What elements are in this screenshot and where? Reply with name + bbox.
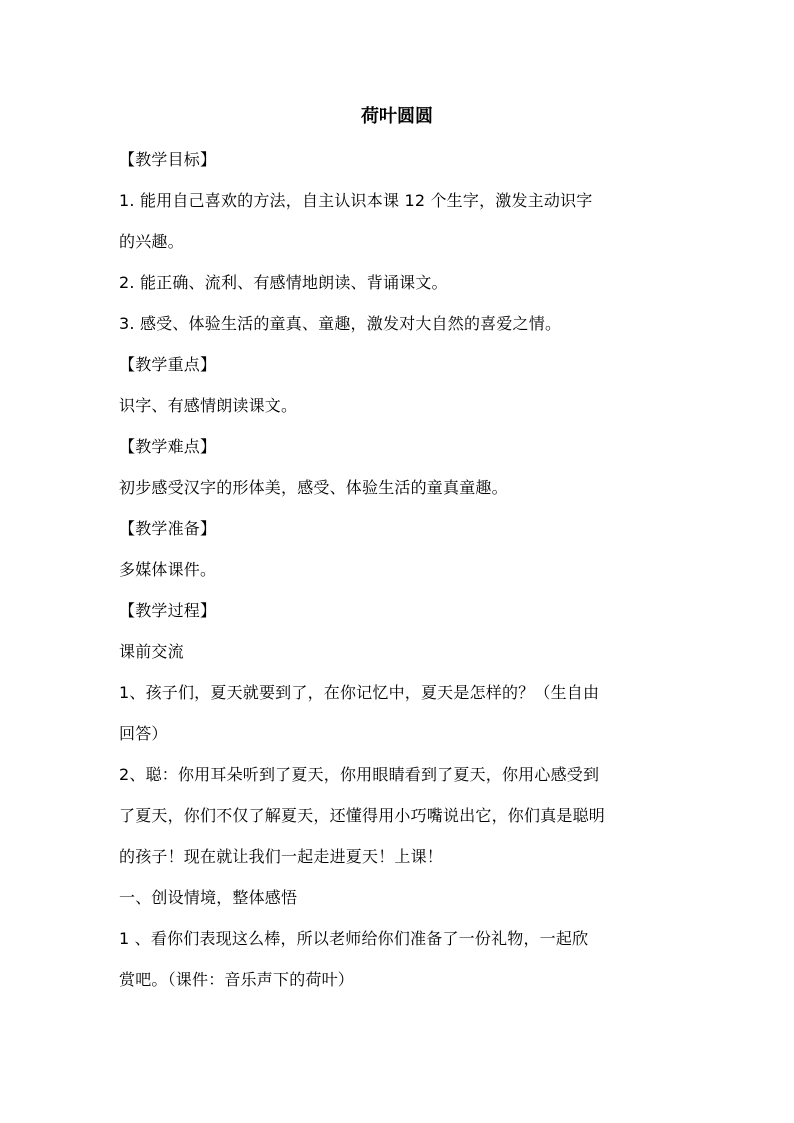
subheading-pre-class: 课前交流 bbox=[119, 642, 184, 661]
step-1-line-1: 1、孩子们，夏天就要到了，在你记忆中，夏天是怎样的？（生自由 bbox=[119, 683, 600, 702]
key-points-text: 识字、有感情朗读课文。 bbox=[119, 396, 298, 415]
section-heading-objectives: 【教学目标】 bbox=[119, 150, 217, 169]
difficulties-text: 初步感受汉字的形体美，感受、体验生活的童真童趣。 bbox=[119, 478, 508, 497]
document-body bbox=[119, 146, 679, 1007]
objective-3: 3. 感受、体验生活的童真、童趣，激发对大自然的喜爱之情。 bbox=[119, 314, 562, 333]
objective-2: 2. 能正确、流利、有感情地朗读、背诵课文。 bbox=[119, 273, 448, 292]
section-heading-key-points: 【教学重点】 bbox=[119, 355, 217, 374]
section-heading-process: 【教学过程】 bbox=[119, 601, 217, 620]
step-2-line-3: 的孩子！现在就让我们一起走进夏天！上课！ bbox=[119, 847, 444, 866]
step-1-line-2: 回答） bbox=[119, 724, 168, 743]
step-2-line-1: 2、聪：你用耳朵听到了夏天，你用眼睛看到了夏天，你用心感受到 bbox=[119, 765, 600, 784]
preparation-text: 多媒体课件。 bbox=[119, 560, 217, 579]
objective-1-line-2: 的兴趣。 bbox=[119, 232, 184, 251]
part-one-step-1-line-1: 1 、看你们表现这么棒，所以老师给你们准备了一份礼物，一起欣 bbox=[119, 929, 589, 948]
document-title: 荷叶圆圆 bbox=[361, 106, 433, 127]
step-2-line-2: 了夏天，你们不仅了解夏天，还懂得用小巧嘴说出它，你们真是聪明 bbox=[119, 806, 606, 825]
section-heading-preparation: 【教学准备】 bbox=[119, 519, 217, 538]
part-one-step-1-line-2: 赏吧。（课件：音乐声下的荷叶） bbox=[119, 970, 355, 989]
section-heading-difficulties: 【教学难点】 bbox=[119, 437, 217, 456]
objective-1-line-1: 1. 能用自己喜欢的方法，自主认识本课 12 个生字，激发主动识字 bbox=[119, 191, 593, 210]
subheading-part-one: 一、创设情境，整体感悟 bbox=[119, 888, 298, 907]
